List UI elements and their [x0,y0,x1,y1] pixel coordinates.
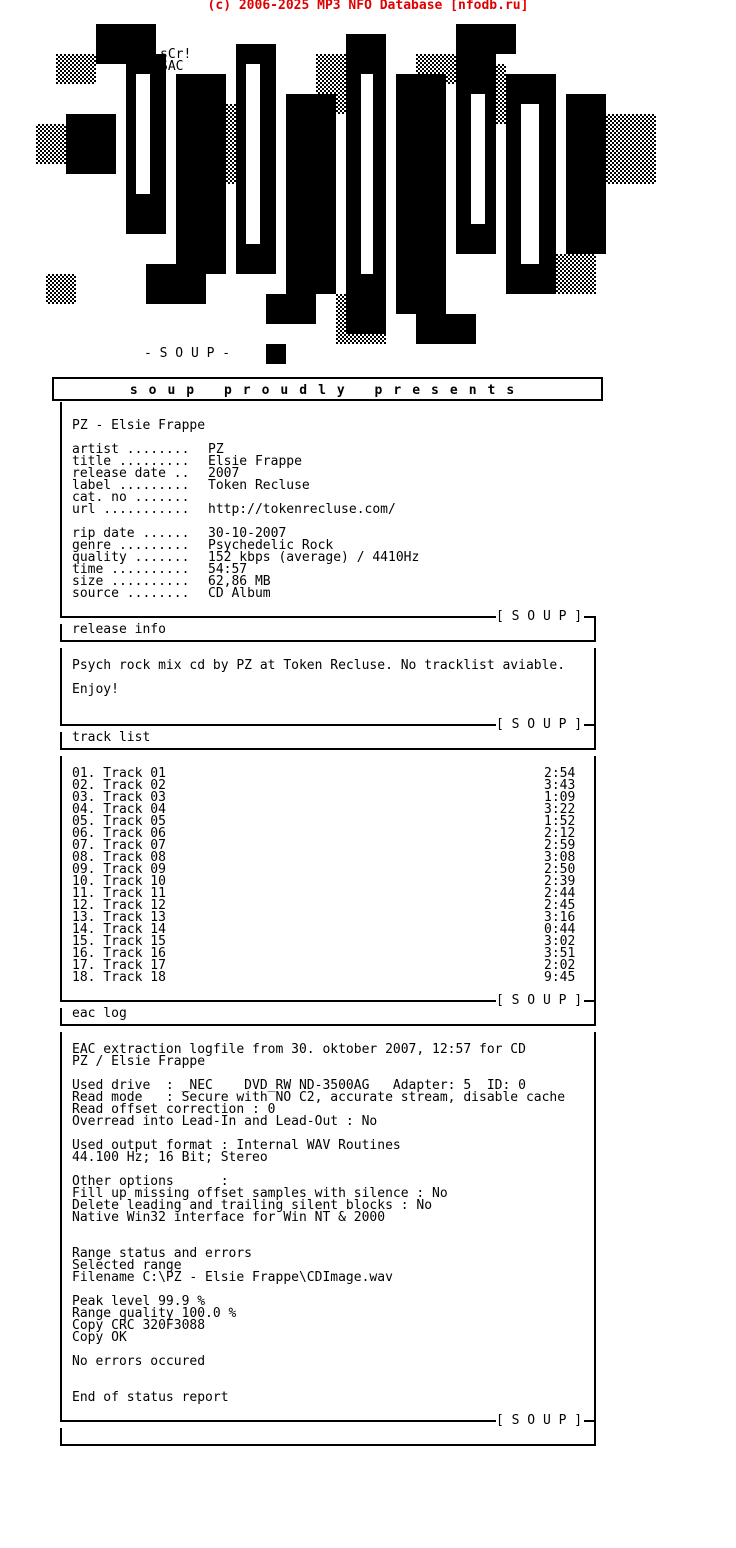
track-time: 3:02 [544,934,576,949]
track-time: 9:45 [544,970,576,985]
eac-line: Native Win32 interface for Win NT & 2000 [72,1210,386,1225]
track-name: 15. Track 15 [72,934,166,949]
eac-line: Used output format : Internal WAV Routines [72,1138,401,1153]
eac-line: 44.100 Hz; 16 Bit; Stereo [72,1150,268,1165]
eac-line: Range status and errors [72,1246,253,1261]
field-value: Elsie Frappe [208,454,302,469]
track-name: 17. Track 17 [72,958,166,973]
track-time: 3:08 [544,850,576,865]
eac-line: Read mode : Secure with NO C2, accurate stream, disable cache [72,1090,566,1105]
field-key: source ........ [72,586,190,601]
eac-line: Used drive : _NEC DVD_RW ND-3500AG Adapter: 5 ID: 0 [72,1078,526,1093]
field-value: http://tokenrecluse.com/ [208,502,396,517]
track-time: 3:22 [544,802,576,817]
field-value: PZ [208,442,224,457]
site-header: (c) 2006-2025 MP3 NFO Database [nfodb.ru] [207,0,529,13]
section-eac-log: eac log [72,1006,127,1021]
field-value: Psychedelic Rock [208,538,334,553]
field-key: cat. no ....... [72,490,190,505]
track-name: 06. Track 06 [72,826,166,841]
field-key: release date .. [72,466,190,481]
track-name: 18. Track 18 [72,970,166,985]
track-time: 2:39 [544,874,576,889]
track-name: 16. Track 16 [72,946,166,961]
logo-group-name: - S O U P - [144,346,231,361]
track-name: 10. Track 10 [72,874,166,889]
track-name: 09. Track 09 [72,862,166,877]
field-value: 152 kbps (average) / 4410Hz [208,550,420,565]
eac-line: Overread into Lead-In and Lead-Out : No [72,1114,378,1129]
track-time: 2:54 [544,766,576,781]
track-time: 3:16 [544,910,576,925]
eac-line: No errors occured [72,1354,206,1369]
info-line-1: Psych rock mix cd by PZ at Token Recluse. No tracklist aviable. [72,658,566,673]
track-name: 03. Track 03 [72,790,166,805]
field-key: title ......... [72,454,190,469]
track-time: 3:51 [544,946,576,961]
field-value: 54:57 [208,562,248,577]
field-value: Token Recluse [208,478,310,493]
eac-line: Filename C:\PZ - Elsie Frappe\CDImage.wav [72,1270,393,1285]
track-name: 07. Track 07 [72,838,166,853]
info-line-2: Enjoy! [72,682,119,697]
track-time: 2:12 [544,826,576,841]
track-name: 01. Track 01 [72,766,166,781]
track-time: 2:50 [544,862,576,877]
track-time: 0:44 [544,922,576,937]
field-value: 30-10-2007 [208,526,287,541]
field-key: rip date ...... [72,526,190,541]
field-key: quality ....... [72,550,190,565]
track-name: 04. Track 04 [72,802,166,817]
field-value: CD Album [208,586,271,601]
field-value: 62,86 MB [208,574,271,589]
track-name: 02. Track 02 [72,778,166,793]
field-key: size .......... [72,574,190,589]
presents-text: soup proudly presents [129,383,526,398]
release-heading: PZ - Elsie Frappe [72,418,206,433]
eac-line: Delete leading and trailing silent blocks : No [72,1198,433,1213]
field-value: 2007 [208,466,240,481]
eac-line: EAC extraction logfile from 30. oktober 2007, 12:57 for CD [72,1042,526,1057]
eac-line: Fill up missing offset samples with silence : No [72,1186,448,1201]
soup-tag: [ S O U P ] [496,609,583,624]
track-name: 08. Track 08 [72,850,166,865]
field-key: label ......... [72,478,190,493]
eac-line: End of status report [72,1390,229,1405]
track-time: 2:59 [544,838,576,853]
logo-credit-2: SAC [160,59,184,74]
section-track-list: track list [72,730,151,745]
field-key: artist ........ [72,442,190,457]
logo-credit-1: sCr! [160,47,192,62]
field-key: genre ......... [72,538,190,553]
track-time: 1:09 [544,790,576,805]
eac-line: Copy OK [72,1330,127,1345]
eac-line: PZ / Elsie Frappe [72,1054,206,1069]
soup-tag: [ S O U P ] [496,993,583,1008]
eac-line: Read offset correction : 0 [72,1102,276,1117]
track-time: 1:52 [544,814,576,829]
track-name: 13. Track 13 [72,910,166,925]
track-name: 12. Track 12 [72,898,166,913]
track-time: 2:45 [544,898,576,913]
eac-line: Copy CRC 320F3088 [72,1318,206,1333]
section-release-info: release info [72,622,166,637]
track-name: 11. Track 11 [72,886,166,901]
eac-line: Peak level 99.9 % [72,1294,206,1309]
field-key: url ........... [72,502,190,517]
eac-line: Selected range [72,1258,182,1273]
field-key: time .......... [72,562,190,577]
presents-banner [52,377,603,401]
track-name: 05. Track 05 [72,814,166,829]
eac-line: Other options : [72,1174,229,1189]
track-time: 3:43 [544,778,576,793]
track-time: 2:02 [544,958,576,973]
track-time: 2:44 [544,886,576,901]
soup-logo-art [36,14,666,370]
soup-tag: [ S O U P ] [496,717,583,732]
track-name: 14. Track 14 [72,922,166,937]
eac-line: Range quality 100.0 % [72,1306,237,1321]
soup-tag: [ S O U P ] [496,1413,583,1428]
